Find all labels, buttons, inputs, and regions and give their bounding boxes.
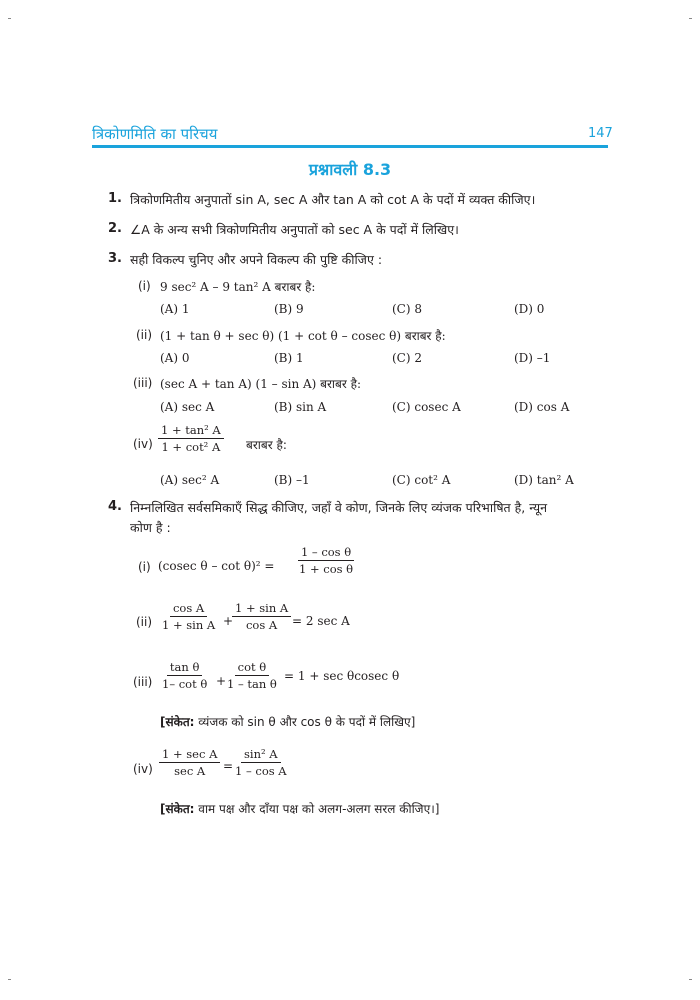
part-label: (ii) bbox=[136, 328, 153, 342]
fraction-denominator: sec A bbox=[174, 764, 206, 778]
operator: + bbox=[223, 614, 234, 628]
fraction-numerator: cos A bbox=[170, 601, 207, 617]
fraction bbox=[232, 747, 290, 778]
crop-mark bbox=[8, 979, 11, 980]
part-suffix: बराबर है: bbox=[246, 438, 287, 452]
option-a: (A) 1 bbox=[160, 302, 190, 316]
crop-mark bbox=[689, 979, 692, 980]
question-number: 3. bbox=[108, 251, 122, 266]
part-label: (ii) bbox=[136, 615, 153, 629]
fraction-numerator: cot θ bbox=[235, 660, 270, 676]
option-a: (A) sec A bbox=[160, 400, 215, 414]
fraction bbox=[159, 660, 210, 691]
question-text: ∠A के अन्य सभी त्रिकोणमितीय अनुपातों को sec A के पदों में लिखिए। bbox=[130, 222, 459, 237]
fraction bbox=[159, 601, 218, 632]
hint-text: वाम पक्ष और दाँया पक्ष को अलग-अलग सरल कीजिए।] bbox=[194, 802, 440, 816]
part-rhs: = 2 sec A bbox=[292, 614, 350, 628]
option-a: (A) 0 bbox=[160, 351, 190, 365]
hint-text: व्यंजक को sin θ और cos θ के पदों में लिखिए] bbox=[194, 715, 416, 729]
part-label: (i) bbox=[138, 560, 151, 574]
page-number: 147 bbox=[588, 126, 613, 141]
fraction-numerator: 1 + sec A bbox=[159, 747, 220, 763]
operator: = bbox=[223, 759, 234, 773]
option-c: (C) cot² A bbox=[392, 473, 451, 487]
hint-label: [संकेत: bbox=[160, 715, 195, 729]
part-rhs: = 1 + sec θcosec θ bbox=[284, 669, 400, 683]
part-label: (iii) bbox=[133, 376, 153, 390]
part-label: (iv) bbox=[133, 762, 153, 776]
fraction-denominator: cos A bbox=[245, 618, 278, 632]
option-b: (B) 9 bbox=[274, 302, 304, 316]
part-lhs: (cosec θ – cot θ)² = bbox=[158, 559, 275, 573]
fraction-denominator: 1 + cos θ bbox=[299, 562, 354, 576]
fraction-denominator: 1– cot θ bbox=[162, 677, 208, 691]
fraction-numerator: 1 + tan² A bbox=[158, 423, 224, 439]
fraction-denominator: 1 – tan θ bbox=[227, 677, 277, 691]
option-d: (D) tan² A bbox=[514, 473, 574, 487]
part-expression: (1 + tan θ + sec θ) (1 + cot θ – cosec θ) बराबर है: bbox=[160, 329, 446, 343]
fraction-numerator: sin² A bbox=[241, 747, 281, 763]
hint-label: [संकेत: bbox=[160, 802, 195, 816]
option-b: (B) sin A bbox=[274, 400, 327, 414]
question-number: 2. bbox=[108, 221, 122, 236]
option-c: (C) cosec A bbox=[392, 400, 461, 414]
crop-mark bbox=[689, 18, 692, 19]
fraction bbox=[232, 601, 291, 632]
option-a: (A) sec² A bbox=[160, 473, 220, 487]
part-expression: (sec A + tan A) (1 – sin A) बराबर है: bbox=[160, 377, 362, 391]
header-rule bbox=[92, 145, 608, 148]
question-text: त्रिकोणमितीय अनुपातों sin A, sec A और tan A को cot A के पदों में व्यक्त कीजिए। bbox=[130, 192, 536, 207]
fraction bbox=[296, 545, 356, 576]
option-c: (C) 2 bbox=[392, 351, 422, 365]
fraction-numerator: 1 + sin A bbox=[232, 601, 291, 617]
fraction-numerator: 1 – cos θ bbox=[298, 545, 354, 561]
option-d: (D) –1 bbox=[514, 351, 551, 365]
question-text: निम्नलिखित सर्वसमिकाएँ सिद्ध कीजिए, जहाँ वे कोण, जिनके लिए व्यंजक परिभाषित है, न्यून bbox=[130, 500, 548, 515]
option-b: (B) 1 bbox=[274, 351, 304, 365]
fraction-denominator: 1 + sin A bbox=[162, 618, 216, 632]
hint bbox=[160, 800, 439, 817]
operator: + bbox=[216, 674, 227, 688]
fraction bbox=[159, 747, 220, 778]
option-c: (C) 8 bbox=[392, 302, 422, 316]
exercise-title: प्रश्नावली 8.3 bbox=[308, 160, 392, 179]
question-number: 4. bbox=[108, 499, 122, 514]
option-b: (B) –1 bbox=[274, 473, 310, 487]
part-label: (iii) bbox=[133, 675, 153, 689]
question-number: 1. bbox=[108, 191, 122, 206]
chapter-title: त्रिकोणमिति का परिचय bbox=[92, 125, 218, 143]
question-text: सही विकल्प चुनिए और अपने विकल्प की पुष्टि कीजिए : bbox=[130, 252, 383, 267]
fraction-denominator: 1 – cos A bbox=[235, 764, 287, 778]
option-d: (D) cos A bbox=[514, 400, 570, 414]
hint bbox=[160, 713, 415, 730]
fraction-denominator: 1 + cot² A bbox=[161, 440, 221, 454]
fraction bbox=[224, 660, 280, 691]
question-text-continued: कोण है : bbox=[130, 520, 171, 535]
crop-mark bbox=[8, 18, 11, 19]
part-expression: 9 sec² A – 9 tan² A बराबर है: bbox=[160, 280, 316, 294]
part-label: (i) bbox=[138, 279, 151, 293]
fraction-numerator: tan θ bbox=[167, 660, 202, 676]
option-d: (D) 0 bbox=[514, 302, 545, 316]
fraction bbox=[158, 423, 224, 454]
part-label: (iv) bbox=[133, 437, 153, 451]
